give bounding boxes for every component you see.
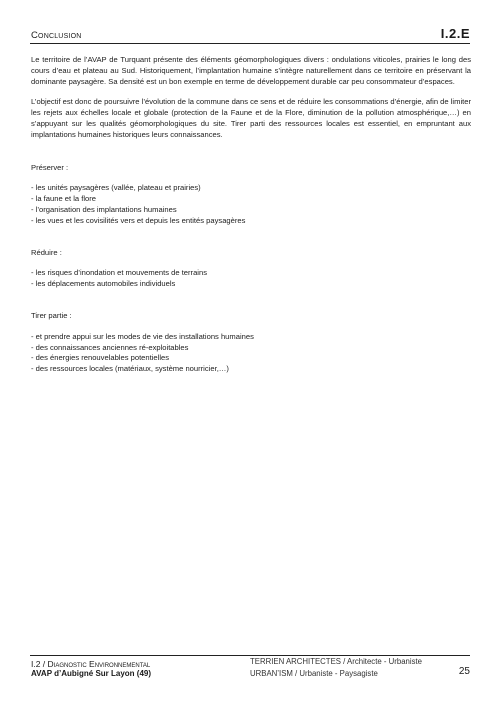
page-number: 25 [458,666,470,677]
reduire-list [31,268,471,290]
list-item: - des connaissances anciennes ré-exploitables [31,342,189,352]
preserver-heading: Préserver : [31,162,69,172]
list-item: - les vues et les covisilités vers et depuis les entités paysagères [31,215,246,225]
list-item: - des énergies renouvelables potentielles [31,353,170,363]
tirer-partie-list [31,332,471,375]
list-item: - les unités paysagères (vallée, plateau et prairies) [31,183,201,193]
footer-chapter: I.2 / Diagnostic Environnemental [31,659,151,669]
list-item: - les déplacements automobiles individuels [31,279,176,289]
preserver-list [31,183,471,226]
footer-credit-architect: TERRIEN ARCHITECTES / Architecte - Urbaniste [250,657,423,666]
section-title: Conclusion [31,30,82,41]
list-item: - l’organisation des implantations humaines [31,204,177,214]
header-divider [30,43,470,44]
list-item: - la faune et la flore [31,194,97,204]
list-item: - les risques d’inondation et mouvements de terrains [31,268,208,278]
footer-credit-urbanist: URBAN’ISM / Urbaniste - Paysagiste [250,669,378,678]
footer-document-title: AVAP d’Aubigné Sur Layon (49) [31,669,152,678]
section-code: I.2.E [440,26,470,41]
intro-paragraph-2: L’objectif est donc de poursuivre l’évolution de la commune dans ce sens et de réduire les consommations d’énergie, afin de limiter les rejets aux échelles locale et globale (protection de la Faune et de la Flore, diminution de la pollution atmosphérique,…) en s’appuyant sur les qualités géomorphologiques du site. Tirer parti des ressources locales est essentiel, en empruntant aux implantations humaines historiques leurs connaissances. [31,97,471,139]
list-item: - des ressources locales (matériaux, système nourricier,…) [31,364,229,374]
list-item: - et prendre appui sur les modes de vie des installations humaines [31,331,254,341]
reduire-heading: Réduire : [31,247,62,257]
tirer-partie-heading: Tirer partie : [31,310,72,320]
page-body [31,55,471,375]
footer-divider [30,655,470,656]
intro-paragraph-1: Le territoire de l’AVAP de Turquant présente des éléments géomorphologiques divers : ondulations viticoles, prairies le long des cours d’eau et plateau au Sud. Historiquement, l’implantation humaine s’intègre naturellement dans ce territoire en préservant la dominante paysagère. Sa densité est un bon exemple en terme de développement durable car peu consommateur d’espaces. [31,55,471,86]
